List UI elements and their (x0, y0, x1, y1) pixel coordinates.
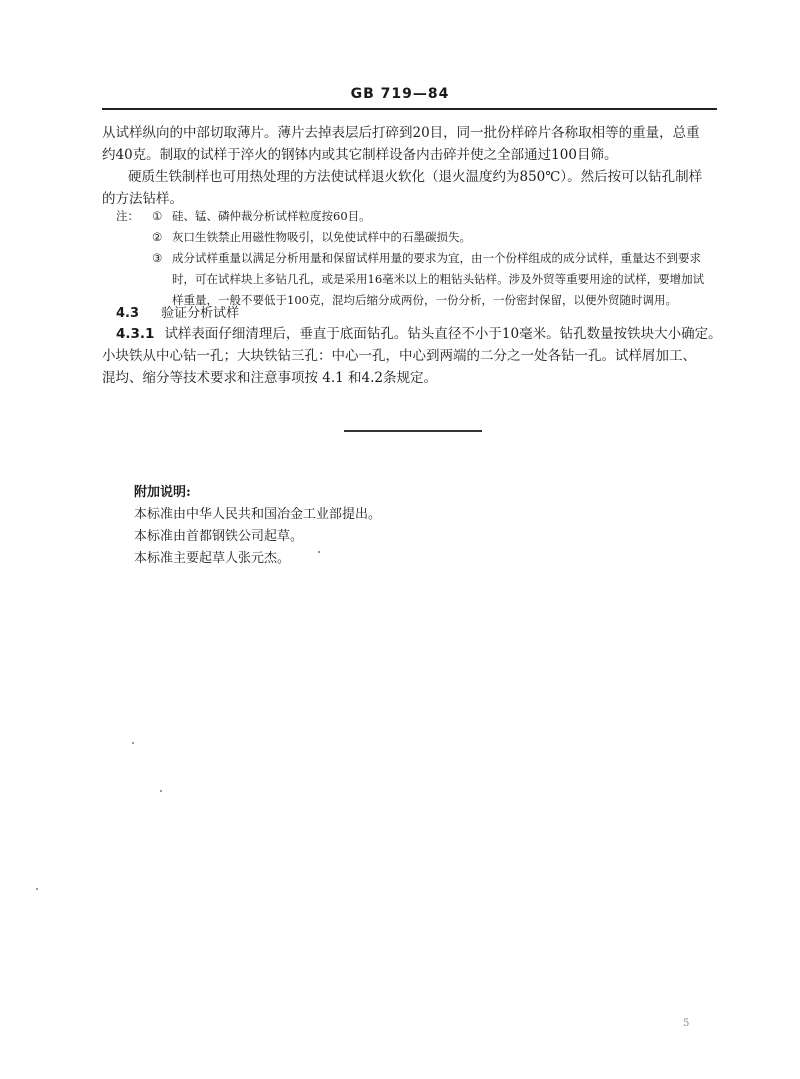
appendix-title: 附加说明: (134, 485, 191, 500)
note-text: 成分试样重量以满足分析用量和保留试样用量的要求为宜，由一个份样组成的成分试样，重量达不到要求 (172, 251, 701, 265)
appendix-line: 本标准主要起草人张元杰。 (134, 551, 291, 566)
appendix-line: 本标准由中华人民共和国冶金工业部提出。 (134, 507, 382, 522)
note-text: 硅、锰、磷仲裁分析试样粒度按60目。 (172, 209, 371, 223)
note-item (116, 248, 726, 269)
section-number: 4.3 (116, 306, 140, 321)
notes-block (116, 206, 726, 311)
notes-prefix: 注： (116, 209, 139, 223)
scan-speck (36, 888, 38, 890)
text-line: 约40克。制取的试样于淬火的钢钵内或其它制样设备内击碎并使之全部通过100目筛。 (102, 147, 618, 163)
section-number: 4.3.1 (116, 326, 155, 342)
section-title: 验证分析试样 (161, 306, 240, 321)
note-item (116, 206, 726, 227)
scan-speck (160, 790, 162, 792)
note-text: 灰口生铁禁止用磁性物吸引，以免使试样中的石墨碳损失。 (172, 230, 471, 244)
text-line (102, 323, 727, 345)
note-text: 时，可在试样块上多钻几孔，或是采用16毫米以上的粗钻头钻样。涉及外贸等重要用途的试样，要增加试 (172, 272, 705, 286)
appendix-line: 本标准由首都钢铁公司起草。 (134, 529, 304, 544)
text-line: 小块铁从中心钻一孔；大块铁钻三孔：中心一孔，中心到两端的二分之一处各钻一孔。试样屑加工、 (102, 348, 696, 364)
end-of-standard-rule (344, 430, 482, 432)
paragraph-hard-iron (102, 166, 722, 210)
note-number: ① (152, 209, 163, 223)
scan-speck (132, 742, 134, 744)
appendix-notes (134, 482, 381, 570)
text-line: 混均、缩分等技术要求和注意事项按 4.1 和4.2条规定。 (102, 370, 438, 386)
note-text: 样重量，一般不要低于100克，混均后缩分成两份，一份分析，一份密封保留，以便外贸随时调用。 (172, 293, 677, 307)
text-line: 硬质生铁制样也可用热处理的方法使试样退火软化（退火温度约为850℃）。然后按可以钻孔制样 (128, 169, 703, 185)
section-4-3-1 (102, 323, 727, 389)
paragraph-sample-cutting (102, 122, 722, 166)
text-line-content: 试样表面仔细清理后，垂直于底面钻孔。钻头直径不小于10毫米。钻孔数量按铁块大小确定。 (164, 326, 722, 342)
note-number: ③ (152, 251, 163, 265)
scan-speck (318, 551, 320, 553)
header-rule (102, 108, 717, 110)
note-number: ② (152, 230, 163, 244)
text-line: 的方法钻样。 (102, 191, 183, 207)
page-mark: 5 (683, 1018, 690, 1029)
text-line: 从试样纵向的中部切取薄片。薄片去掉表层后打碎到20目，同一批份样碎片各称取相等的重量，总重 (102, 125, 700, 141)
note-item (116, 227, 726, 248)
standard-code-header: GB 719—84 (350, 86, 450, 102)
section-4-3-heading (116, 302, 239, 321)
